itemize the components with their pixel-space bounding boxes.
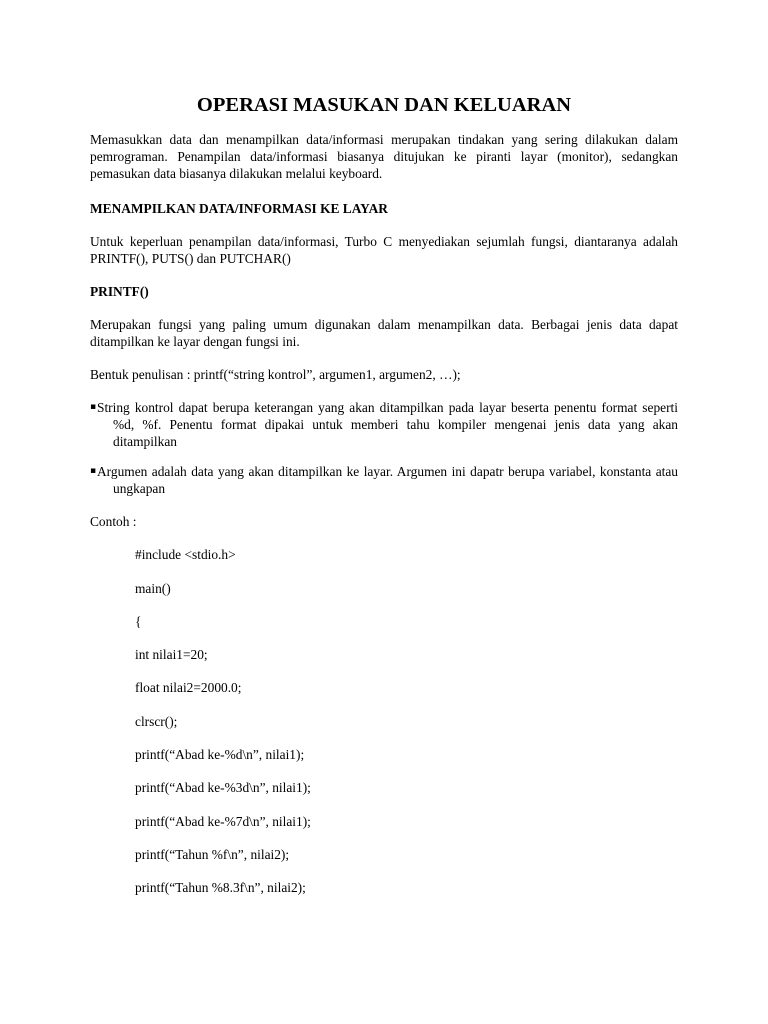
bullet-text: Argumen adalah data yang akan ditampilkan ke layar. Argumen ini dapatr berupa variabel, konstanta atau ungkapan (97, 464, 678, 496)
syntax-line: Bentuk penulisan : printf(“string kontrol”, argumen1, argumen2, …); (90, 367, 461, 382)
section-paragraph: Untuk keperluan penampilan data/informasi, Turbo C menyediakan sejumlah fungsi, diantaranya adalah PRINTF(), PUTS() dan PUTCHAR() (90, 234, 678, 266)
code-line: printf(“Tahun %f\n”, nilai2); (135, 847, 290, 862)
code-line: int nilai1=20; (135, 647, 208, 662)
bullet-text: String kontrol dapat berupa keterangan yang akan ditampilkan pada layar beserta penentu format seperti %d, %f. Penentu format dipakai untuk memberi tahu kompiler mengenai jenis data yang akan ditampilkan (97, 400, 678, 449)
code-line: printf(“Abad ke-%3d\n”, nilai1); (135, 780, 311, 795)
code-line: #include <stdio.h> (135, 547, 236, 562)
code-line: main() (135, 581, 171, 596)
bullet-square-icon: ▪ (90, 402, 97, 412)
example-label: Contoh : (90, 514, 137, 529)
document-page (90, 0, 678, 1024)
printf-description: Merupakan fungsi yang paling umum digunakan dalam menampilkan data. Berbagai jenis data dapat ditampilkan ke layar dengan fungsi ini. (90, 317, 678, 349)
section-heading: MENAMPILKAN DATA/INFORMASI KE LAYAR (90, 201, 388, 216)
document-title: OPERASI MASUKAN DAN KELUARAN (196, 94, 572, 116)
code-line: float nilai2=2000.0; (135, 680, 242, 695)
code-line: { (135, 614, 142, 629)
bullet-item (90, 463, 678, 497)
intro-paragraph: Memasukkan data dan menampilkan data/informasi merupakan tindakan yang sering dilakukan dalam pemrograman. Penampilan data/informasi biasanya ditujukan ke piranti layar (monitor), sedangkan pemasukan data biasanya dilakukan melalui keyboard. (90, 132, 678, 181)
bullet-square-icon: ▪ (90, 466, 97, 476)
code-line: clrscr(); (135, 714, 178, 729)
code-line: printf(“Abad ke-%7d\n”, nilai1); (135, 814, 311, 829)
code-line: printf(“Abad ke-%d\n”, nilai1); (135, 747, 305, 762)
bullet-item (90, 399, 678, 450)
code-line: printf(“Tahun %8.3f\n”, nilai2); (135, 880, 306, 895)
subsection-heading: PRINTF() (90, 284, 149, 299)
